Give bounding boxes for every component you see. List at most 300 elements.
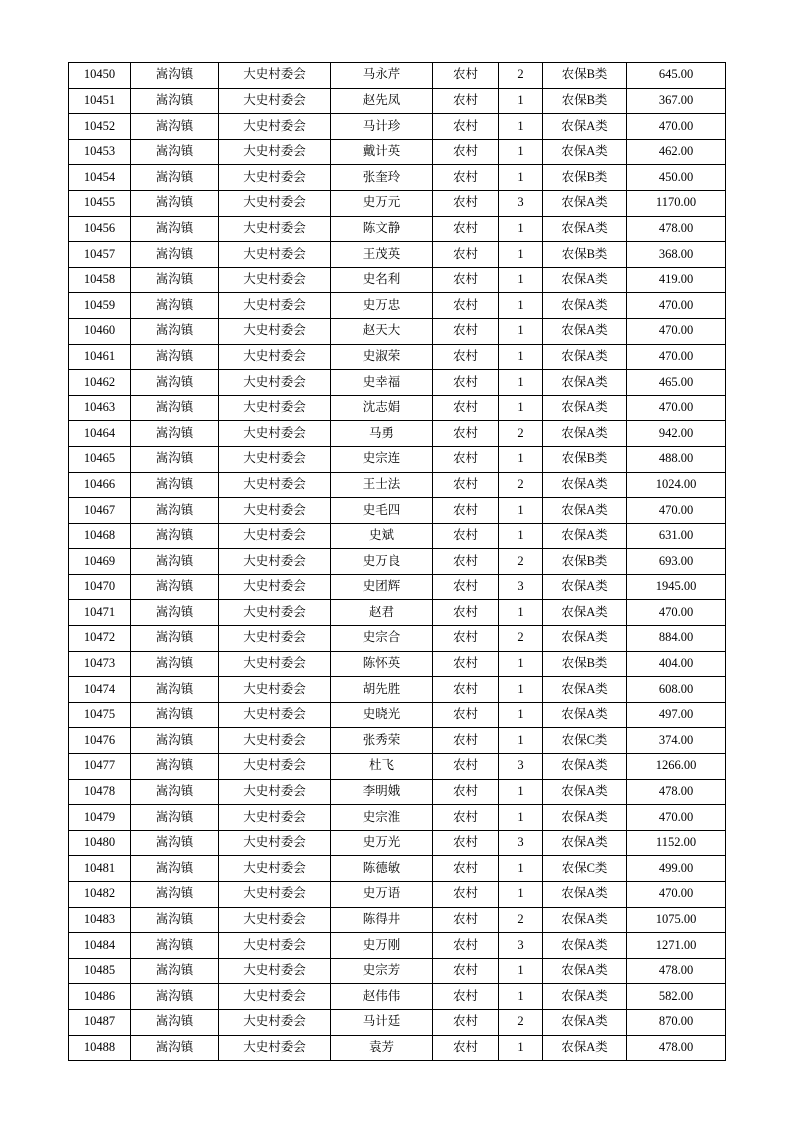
support-category: 农保A类 xyxy=(543,574,627,600)
township: 嵩沟镇 xyxy=(131,728,219,754)
name: 史宗连 xyxy=(331,446,433,472)
support-category: 农保A类 xyxy=(543,779,627,805)
township: 嵩沟镇 xyxy=(131,523,219,549)
township: 嵩沟镇 xyxy=(131,318,219,344)
household-type: 农村 xyxy=(433,1009,499,1035)
household-type: 农村 xyxy=(433,523,499,549)
township: 嵩沟镇 xyxy=(131,830,219,856)
serial-number: 10460 xyxy=(69,318,131,344)
person-count: 1 xyxy=(499,498,543,524)
serial-number: 10456 xyxy=(69,216,131,242)
amount: 470.00 xyxy=(627,395,726,421)
household-type: 农村 xyxy=(433,242,499,268)
serial-number: 10453 xyxy=(69,139,131,165)
support-category: 农保A类 xyxy=(543,216,627,242)
serial-number: 10470 xyxy=(69,574,131,600)
serial-number: 10481 xyxy=(69,856,131,882)
serial-number: 10477 xyxy=(69,754,131,780)
village-committee: 大史村委会 xyxy=(219,370,331,396)
township: 嵩沟镇 xyxy=(131,370,219,396)
amount: 465.00 xyxy=(627,370,726,396)
township: 嵩沟镇 xyxy=(131,1035,219,1061)
name: 史万刚 xyxy=(331,933,433,959)
person-count: 2 xyxy=(499,63,543,89)
person-count: 2 xyxy=(499,549,543,575)
township: 嵩沟镇 xyxy=(131,882,219,908)
support-category: 农保A类 xyxy=(543,139,627,165)
serial-number: 10485 xyxy=(69,958,131,984)
household-type: 农村 xyxy=(433,498,499,524)
village-committee: 大史村委会 xyxy=(219,190,331,216)
household-type: 农村 xyxy=(433,907,499,933)
amount: 499.00 xyxy=(627,856,726,882)
table-row xyxy=(69,651,726,677)
township: 嵩沟镇 xyxy=(131,958,219,984)
amount: 497.00 xyxy=(627,702,726,728)
amount: 419.00 xyxy=(627,267,726,293)
table-row xyxy=(69,702,726,728)
amount: 1945.00 xyxy=(627,574,726,600)
amount: 478.00 xyxy=(627,779,726,805)
serial-number: 10450 xyxy=(69,63,131,89)
household-type: 农村 xyxy=(433,395,499,421)
table-row xyxy=(69,830,726,856)
person-count: 1 xyxy=(499,856,543,882)
serial-number: 10469 xyxy=(69,549,131,575)
person-count: 1 xyxy=(499,882,543,908)
serial-number: 10452 xyxy=(69,114,131,140)
household-type: 农村 xyxy=(433,472,499,498)
person-count: 1 xyxy=(499,344,543,370)
person-count: 1 xyxy=(499,523,543,549)
person-count: 1 xyxy=(499,318,543,344)
township: 嵩沟镇 xyxy=(131,498,219,524)
village-committee: 大史村委会 xyxy=(219,1009,331,1035)
amount: 470.00 xyxy=(627,318,726,344)
amount: 1271.00 xyxy=(627,933,726,959)
serial-number: 10480 xyxy=(69,830,131,856)
person-count: 2 xyxy=(499,1009,543,1035)
village-committee: 大史村委会 xyxy=(219,63,331,89)
support-category: 农保A类 xyxy=(543,677,627,703)
support-category: 农保A类 xyxy=(543,754,627,780)
household-type: 农村 xyxy=(433,805,499,831)
support-category: 农保A类 xyxy=(543,318,627,344)
amount: 374.00 xyxy=(627,728,726,754)
village-committee: 大史村委会 xyxy=(219,984,331,1010)
person-count: 1 xyxy=(499,805,543,831)
household-type: 农村 xyxy=(433,318,499,344)
person-count: 1 xyxy=(499,702,543,728)
serial-number: 10483 xyxy=(69,907,131,933)
household-type: 农村 xyxy=(433,882,499,908)
name: 史淑荣 xyxy=(331,344,433,370)
table-row xyxy=(69,523,726,549)
household-type: 农村 xyxy=(433,933,499,959)
amount: 450.00 xyxy=(627,165,726,191)
support-category: 农保C类 xyxy=(543,728,627,754)
serial-number: 10459 xyxy=(69,293,131,319)
serial-number: 10476 xyxy=(69,728,131,754)
township: 嵩沟镇 xyxy=(131,63,219,89)
support-category: 农保B类 xyxy=(543,242,627,268)
table-row xyxy=(69,395,726,421)
village-committee: 大史村委会 xyxy=(219,88,331,114)
person-count: 1 xyxy=(499,267,543,293)
household-type: 农村 xyxy=(433,114,499,140)
table-row xyxy=(69,293,726,319)
support-category: 农保A类 xyxy=(543,830,627,856)
household-type: 农村 xyxy=(433,370,499,396)
serial-number: 10484 xyxy=(69,933,131,959)
name: 杜飞 xyxy=(331,754,433,780)
amount: 608.00 xyxy=(627,677,726,703)
village-committee: 大史村委会 xyxy=(219,318,331,344)
serial-number: 10467 xyxy=(69,498,131,524)
household-type: 农村 xyxy=(433,984,499,1010)
serial-number: 10465 xyxy=(69,446,131,472)
serial-number: 10463 xyxy=(69,395,131,421)
township: 嵩沟镇 xyxy=(131,88,219,114)
name: 马永芹 xyxy=(331,63,433,89)
table-row xyxy=(69,1009,726,1035)
support-category: 农保B类 xyxy=(543,446,627,472)
serial-number: 10457 xyxy=(69,242,131,268)
village-committee: 大史村委会 xyxy=(219,907,331,933)
support-category: 农保A类 xyxy=(543,395,627,421)
table-row xyxy=(69,370,726,396)
village-committee: 大史村委会 xyxy=(219,574,331,600)
village-committee: 大史村委会 xyxy=(219,651,331,677)
person-count: 1 xyxy=(499,293,543,319)
support-category: 农保B类 xyxy=(543,165,627,191)
person-count: 3 xyxy=(499,574,543,600)
person-count: 1 xyxy=(499,600,543,626)
name: 王士法 xyxy=(331,472,433,498)
amount: 470.00 xyxy=(627,114,726,140)
person-count: 1 xyxy=(499,446,543,472)
support-category: 农保A类 xyxy=(543,472,627,498)
amount: 645.00 xyxy=(627,63,726,89)
township: 嵩沟镇 xyxy=(131,1009,219,1035)
person-count: 1 xyxy=(499,114,543,140)
township: 嵩沟镇 xyxy=(131,293,219,319)
serial-number: 10462 xyxy=(69,370,131,396)
person-count: 1 xyxy=(499,216,543,242)
household-type: 农村 xyxy=(433,216,499,242)
name: 李明娥 xyxy=(331,779,433,805)
amount: 582.00 xyxy=(627,984,726,1010)
name: 史宗芳 xyxy=(331,958,433,984)
village-committee: 大史村委会 xyxy=(219,626,331,652)
household-type: 农村 xyxy=(433,139,499,165)
support-category: 农保A类 xyxy=(543,498,627,524)
person-count: 1 xyxy=(499,165,543,191)
township: 嵩沟镇 xyxy=(131,856,219,882)
support-category: 农保A类 xyxy=(543,958,627,984)
serial-number: 10474 xyxy=(69,677,131,703)
name: 袁芳 xyxy=(331,1035,433,1061)
person-count: 1 xyxy=(499,651,543,677)
serial-number: 10482 xyxy=(69,882,131,908)
township: 嵩沟镇 xyxy=(131,677,219,703)
name: 赵君 xyxy=(331,600,433,626)
serial-number: 10488 xyxy=(69,1035,131,1061)
household-type: 农村 xyxy=(433,702,499,728)
person-count: 1 xyxy=(499,677,543,703)
village-committee: 大史村委会 xyxy=(219,344,331,370)
name: 马计廷 xyxy=(331,1009,433,1035)
amount: 488.00 xyxy=(627,446,726,472)
support-category: 农保A类 xyxy=(543,933,627,959)
person-count: 1 xyxy=(499,984,543,1010)
support-category: 农保A类 xyxy=(543,344,627,370)
amount: 478.00 xyxy=(627,216,726,242)
household-type: 农村 xyxy=(433,958,499,984)
amount: 478.00 xyxy=(627,958,726,984)
support-category: 农保A类 xyxy=(543,882,627,908)
person-count: 1 xyxy=(499,370,543,396)
person-count: 2 xyxy=(499,626,543,652)
amount: 478.00 xyxy=(627,1035,726,1061)
support-category: 农保A类 xyxy=(543,702,627,728)
village-committee: 大史村委会 xyxy=(219,549,331,575)
village-committee: 大史村委会 xyxy=(219,856,331,882)
village-committee: 大史村委会 xyxy=(219,523,331,549)
village-committee: 大史村委会 xyxy=(219,677,331,703)
support-category: 农保A类 xyxy=(543,293,627,319)
name: 沈志娟 xyxy=(331,395,433,421)
table-row xyxy=(69,907,726,933)
person-count: 3 xyxy=(499,754,543,780)
amount: 462.00 xyxy=(627,139,726,165)
township: 嵩沟镇 xyxy=(131,216,219,242)
township: 嵩沟镇 xyxy=(131,651,219,677)
table-row xyxy=(69,242,726,268)
support-category: 农保B类 xyxy=(543,651,627,677)
table-row xyxy=(69,600,726,626)
village-committee: 大史村委会 xyxy=(219,830,331,856)
support-category: 农保A类 xyxy=(543,267,627,293)
serial-number: 10468 xyxy=(69,523,131,549)
person-count: 2 xyxy=(499,421,543,447)
table-row xyxy=(69,1035,726,1061)
village-committee: 大史村委会 xyxy=(219,165,331,191)
township: 嵩沟镇 xyxy=(131,549,219,575)
person-count: 1 xyxy=(499,242,543,268)
name: 赵先凤 xyxy=(331,88,433,114)
township: 嵩沟镇 xyxy=(131,395,219,421)
table-row xyxy=(69,958,726,984)
person-count: 1 xyxy=(499,1035,543,1061)
household-type: 农村 xyxy=(433,165,499,191)
person-count: 3 xyxy=(499,830,543,856)
serial-number: 10487 xyxy=(69,1009,131,1035)
village-committee: 大史村委会 xyxy=(219,805,331,831)
table-row xyxy=(69,421,726,447)
village-committee: 大史村委会 xyxy=(219,779,331,805)
village-committee: 大史村委会 xyxy=(219,882,331,908)
township: 嵩沟镇 xyxy=(131,574,219,600)
township: 嵩沟镇 xyxy=(131,139,219,165)
name: 史晓光 xyxy=(331,702,433,728)
household-type: 农村 xyxy=(433,446,499,472)
support-category: 农保A类 xyxy=(543,523,627,549)
village-committee: 大史村委会 xyxy=(219,754,331,780)
township: 嵩沟镇 xyxy=(131,267,219,293)
serial-number: 10475 xyxy=(69,702,131,728)
table-row xyxy=(69,216,726,242)
name: 陈德敏 xyxy=(331,856,433,882)
amount: 870.00 xyxy=(627,1009,726,1035)
table-row xyxy=(69,856,726,882)
serial-number: 10472 xyxy=(69,626,131,652)
village-committee: 大史村委会 xyxy=(219,933,331,959)
serial-number: 10486 xyxy=(69,984,131,1010)
township: 嵩沟镇 xyxy=(131,190,219,216)
village-committee: 大史村委会 xyxy=(219,421,331,447)
amount: 1266.00 xyxy=(627,754,726,780)
village-committee: 大史村委会 xyxy=(219,472,331,498)
support-category: 农保A类 xyxy=(543,190,627,216)
township: 嵩沟镇 xyxy=(131,805,219,831)
support-category: 农保A类 xyxy=(543,1009,627,1035)
name: 史毛四 xyxy=(331,498,433,524)
household-type: 农村 xyxy=(433,190,499,216)
village-committee: 大史村委会 xyxy=(219,958,331,984)
name: 史宗合 xyxy=(331,626,433,652)
household-type: 农村 xyxy=(433,626,499,652)
support-category: 农保A类 xyxy=(543,1035,627,1061)
name: 马计珍 xyxy=(331,114,433,140)
township: 嵩沟镇 xyxy=(131,907,219,933)
name: 陈怀英 xyxy=(331,651,433,677)
name: 赵天大 xyxy=(331,318,433,344)
amount: 470.00 xyxy=(627,344,726,370)
township: 嵩沟镇 xyxy=(131,754,219,780)
table-body xyxy=(69,63,726,1061)
person-count: 1 xyxy=(499,88,543,114)
name: 张秀荣 xyxy=(331,728,433,754)
name: 史万光 xyxy=(331,830,433,856)
support-category: 农保A类 xyxy=(543,370,627,396)
table-row xyxy=(69,549,726,575)
support-category: 农保C类 xyxy=(543,856,627,882)
serial-number: 10478 xyxy=(69,779,131,805)
township: 嵩沟镇 xyxy=(131,472,219,498)
township: 嵩沟镇 xyxy=(131,446,219,472)
village-committee: 大史村委会 xyxy=(219,114,331,140)
serial-number: 10454 xyxy=(69,165,131,191)
township: 嵩沟镇 xyxy=(131,421,219,447)
household-type: 农村 xyxy=(433,267,499,293)
amount: 368.00 xyxy=(627,242,726,268)
table-row xyxy=(69,88,726,114)
township: 嵩沟镇 xyxy=(131,702,219,728)
amount: 470.00 xyxy=(627,805,726,831)
serial-number: 10461 xyxy=(69,344,131,370)
name: 陈文静 xyxy=(331,216,433,242)
amount: 470.00 xyxy=(627,498,726,524)
household-type: 农村 xyxy=(433,754,499,780)
support-category: 农保A类 xyxy=(543,626,627,652)
household-type: 农村 xyxy=(433,293,499,319)
amount: 884.00 xyxy=(627,626,726,652)
village-committee: 大史村委会 xyxy=(219,1035,331,1061)
village-committee: 大史村委会 xyxy=(219,242,331,268)
household-type: 农村 xyxy=(433,677,499,703)
table-row xyxy=(69,626,726,652)
support-category: 农保A类 xyxy=(543,907,627,933)
table-row xyxy=(69,677,726,703)
serial-number: 10464 xyxy=(69,421,131,447)
name: 胡先胜 xyxy=(331,677,433,703)
person-count: 3 xyxy=(499,933,543,959)
name: 史名利 xyxy=(331,267,433,293)
village-committee: 大史村委会 xyxy=(219,395,331,421)
village-committee: 大史村委会 xyxy=(219,267,331,293)
amount: 631.00 xyxy=(627,523,726,549)
household-type: 农村 xyxy=(433,728,499,754)
name: 史万元 xyxy=(331,190,433,216)
village-committee: 大史村委会 xyxy=(219,446,331,472)
township: 嵩沟镇 xyxy=(131,114,219,140)
person-count: 3 xyxy=(499,190,543,216)
name: 史宗淮 xyxy=(331,805,433,831)
township: 嵩沟镇 xyxy=(131,984,219,1010)
township: 嵩沟镇 xyxy=(131,600,219,626)
household-type: 农村 xyxy=(433,1035,499,1061)
support-category: 农保A类 xyxy=(543,984,627,1010)
name: 马勇 xyxy=(331,421,433,447)
household-type: 农村 xyxy=(433,651,499,677)
support-category: 农保A类 xyxy=(543,600,627,626)
serial-number: 10455 xyxy=(69,190,131,216)
township: 嵩沟镇 xyxy=(131,626,219,652)
support-category: 农保B类 xyxy=(543,63,627,89)
name: 史团辉 xyxy=(331,574,433,600)
table-row xyxy=(69,139,726,165)
village-committee: 大史村委会 xyxy=(219,600,331,626)
table-row xyxy=(69,498,726,524)
village-committee: 大史村委会 xyxy=(219,702,331,728)
village-committee: 大史村委会 xyxy=(219,728,331,754)
township: 嵩沟镇 xyxy=(131,242,219,268)
amount: 470.00 xyxy=(627,882,726,908)
table-row xyxy=(69,574,726,600)
serial-number: 10479 xyxy=(69,805,131,831)
person-count: 1 xyxy=(499,139,543,165)
support-category: 农保B类 xyxy=(543,88,627,114)
household-type: 农村 xyxy=(433,574,499,600)
household-type: 农村 xyxy=(433,63,499,89)
household-type: 农村 xyxy=(433,600,499,626)
amount: 693.00 xyxy=(627,549,726,575)
household-type: 农村 xyxy=(433,830,499,856)
support-category: 农保B类 xyxy=(543,549,627,575)
name: 王茂英 xyxy=(331,242,433,268)
table-row xyxy=(69,984,726,1010)
township: 嵩沟镇 xyxy=(131,779,219,805)
beneficiary-table xyxy=(68,62,726,1061)
table-row xyxy=(69,267,726,293)
serial-number: 10471 xyxy=(69,600,131,626)
table-row xyxy=(69,472,726,498)
table-row xyxy=(69,344,726,370)
township: 嵩沟镇 xyxy=(131,933,219,959)
serial-number: 10466 xyxy=(69,472,131,498)
name: 史幸福 xyxy=(331,370,433,396)
